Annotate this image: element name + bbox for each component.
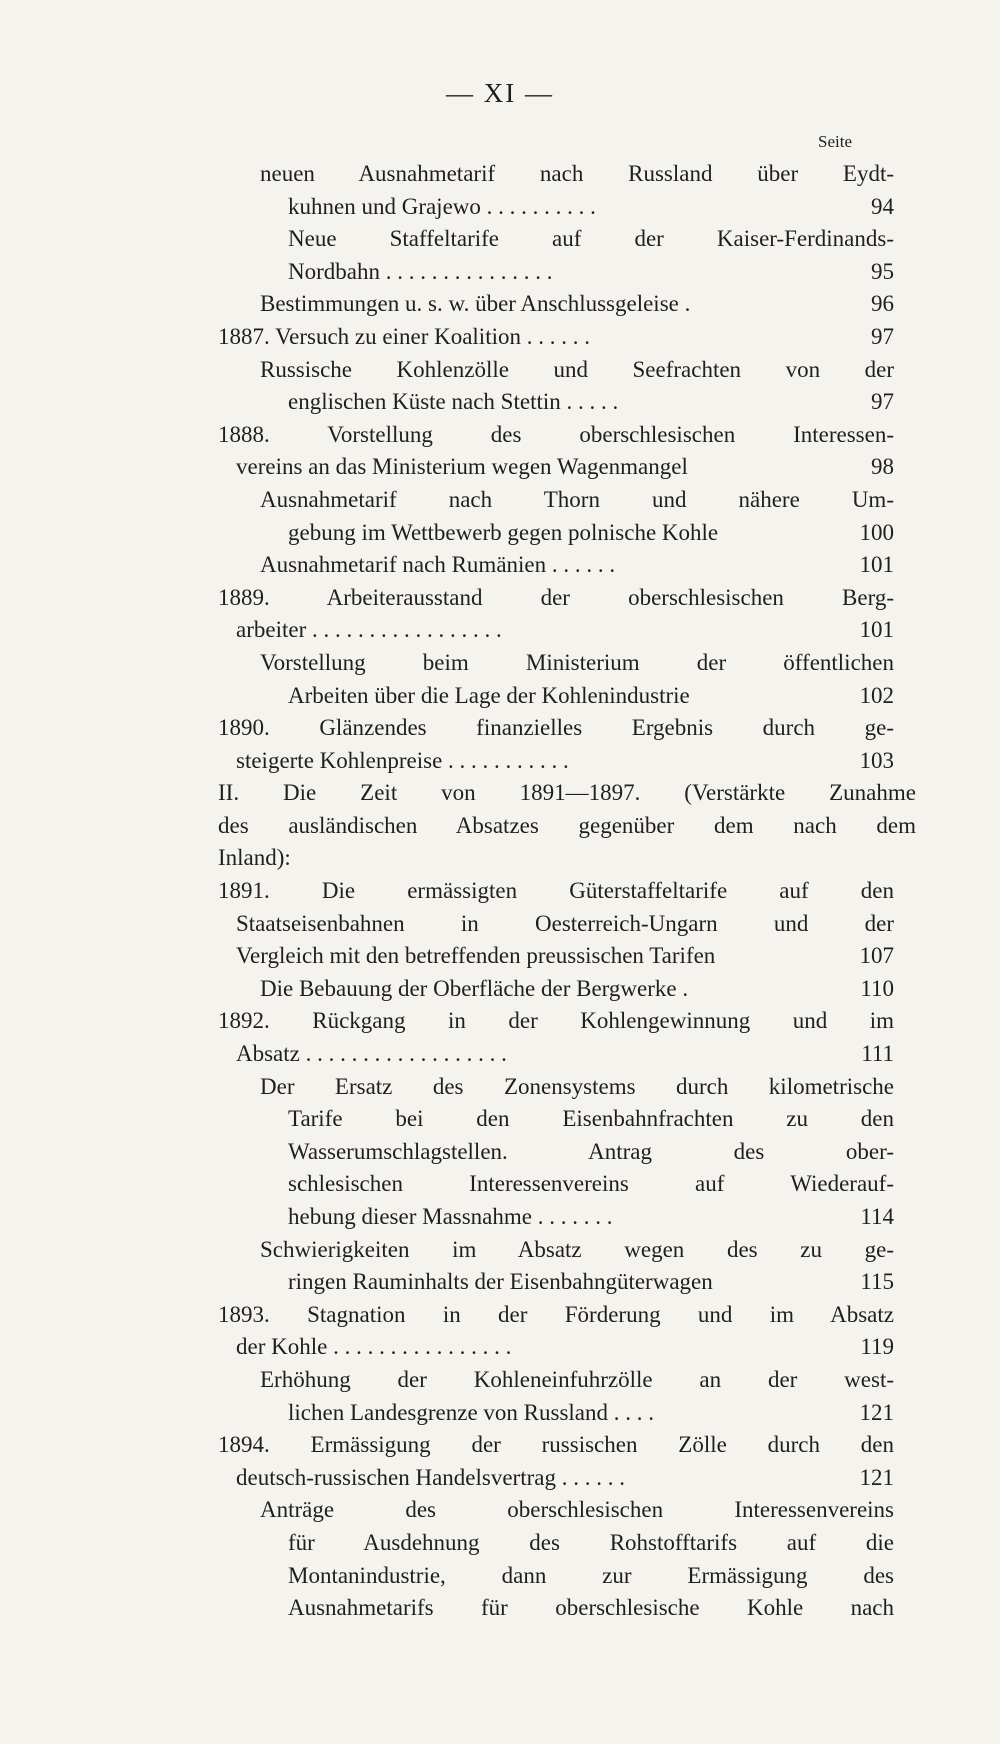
toc-line bbox=[218, 842, 894, 875]
toc-entry-text: Vorstellung beim Ministerium der öffentlichen bbox=[260, 649, 894, 675]
toc-line bbox=[218, 517, 894, 550]
toc-line bbox=[218, 777, 916, 810]
toc-entry-text: vereins an das Ministerium wegen Wagenmangel bbox=[236, 454, 688, 480]
toc-page-number: 100 bbox=[859, 519, 894, 545]
toc-line bbox=[218, 908, 894, 941]
toc-line bbox=[218, 191, 894, 224]
toc-line bbox=[218, 680, 894, 713]
toc-entry-text: Die Bebauung der Oberfläche der Bergwerke . bbox=[260, 975, 689, 1001]
toc-line bbox=[218, 386, 894, 419]
toc-line bbox=[218, 745, 894, 778]
toc-line bbox=[218, 614, 894, 647]
toc-entry-text: des ausländischen Absatzes gegenüber dem nach dem bbox=[218, 812, 916, 838]
toc-line bbox=[218, 1527, 894, 1560]
toc-entry-text: Ausnahmetarif nach Rumänien . . . . . . bbox=[260, 552, 616, 578]
table-of-contents bbox=[218, 158, 916, 1625]
toc-entry-text: neuen Ausnahmetarif nach Russland über Eydt- bbox=[260, 161, 894, 186]
toc-entry-text: 1888. Vorstellung des oberschlesischen Interessen- bbox=[218, 421, 894, 447]
toc-entry-text: 1893. Stagnation in der Förderung und im Absatz bbox=[218, 1301, 894, 1327]
toc-line bbox=[218, 1560, 894, 1593]
toc-line bbox=[218, 256, 894, 289]
toc-page-number: 101 bbox=[859, 552, 894, 578]
toc-page-number: 97 bbox=[871, 389, 894, 415]
toc-line bbox=[218, 1038, 894, 1071]
toc-line bbox=[218, 451, 894, 484]
toc-line bbox=[218, 647, 894, 680]
toc-entry-text: 1892. Rückgang in der Kohlengewinnung und im bbox=[218, 1008, 894, 1034]
toc-entry-text: Russische Kohlenzölle und Seefrachten von der bbox=[260, 356, 894, 382]
toc-line bbox=[218, 223, 894, 256]
toc-line bbox=[218, 158, 894, 191]
toc-line bbox=[218, 1103, 894, 1136]
toc-line bbox=[218, 1331, 894, 1364]
toc-line bbox=[218, 810, 916, 843]
toc-entry-text: Bestimmungen u. s. w. über Anschlussgeleise . bbox=[260, 291, 691, 317]
toc-line bbox=[218, 1299, 894, 1332]
toc-line bbox=[218, 484, 894, 517]
toc-line bbox=[218, 1005, 894, 1038]
toc-entry-text: gebung im Wettbewerb gegen polnische Kohle bbox=[288, 519, 719, 545]
toc-line bbox=[218, 354, 894, 387]
toc-line bbox=[218, 1494, 894, 1527]
toc-page-number: 119 bbox=[860, 1334, 894, 1360]
toc-line bbox=[218, 973, 894, 1006]
toc-page-number: 121 bbox=[859, 1399, 894, 1425]
toc-page-number: 96 bbox=[871, 291, 894, 317]
toc-entry-text: Vergleich mit den betreffenden preussischen Tarifen bbox=[236, 943, 716, 969]
toc-line bbox=[218, 940, 894, 973]
toc-page-number: 115 bbox=[860, 1269, 894, 1295]
toc-entry-text: steigerte Kohlenpreise . . . . . . . . . . . bbox=[236, 747, 569, 773]
toc-line bbox=[218, 1071, 894, 1104]
toc-entry-text: Absatz . . . . . . . . . . . . . . . . . . bbox=[236, 1041, 507, 1067]
toc-entry-text: Tarife bei den Eisenbahnfrachten zu den bbox=[288, 1106, 894, 1132]
toc-entry-text: ringen Rauminhalts der Eisenbahngüterwagen bbox=[288, 1269, 713, 1295]
toc-page-number: 98 bbox=[871, 454, 894, 480]
toc-line bbox=[218, 288, 894, 321]
toc-page-number: 111 bbox=[861, 1041, 894, 1067]
toc-entry-text: Arbeiten über die Lage der Kohlenindustrie bbox=[288, 682, 690, 708]
toc-entry-text: hebung dieser Massnahme . . . . . . . bbox=[288, 1204, 613, 1229]
toc-page-number: 95 bbox=[871, 258, 894, 284]
toc-line bbox=[218, 1397, 894, 1430]
toc-entry-text: kuhnen und Grajewo . . . . . . . . . . bbox=[288, 193, 596, 219]
toc-line bbox=[218, 321, 894, 354]
toc-line bbox=[218, 1168, 894, 1201]
toc-line bbox=[218, 1266, 894, 1299]
toc-entry-text: Erhöhung der Kohleneinfuhrzölle an der west- bbox=[260, 1366, 894, 1392]
toc-entry-text: Neue Staffeltarife auf der Kaiser-Ferdinands- bbox=[288, 226, 894, 252]
toc-entry-text: Staatseisenbahnen in Oesterreich-Ungarn und der bbox=[236, 910, 894, 936]
toc-entry-text: II. Die Zeit von 1891—1897. (Verstärkte Zunahme bbox=[218, 780, 916, 806]
toc-page-number: 102 bbox=[859, 682, 894, 708]
toc-entry-text: schlesischen Interessenvereins auf Wiederauf- bbox=[288, 1171, 894, 1197]
toc-line bbox=[218, 582, 894, 615]
toc-line bbox=[218, 1364, 894, 1397]
toc-entry-text: 1887. Versuch zu einer Koalition . . . . . . bbox=[218, 323, 590, 349]
toc-entry-text: Ausnahmetarifs für oberschlesische Kohle nach bbox=[288, 1595, 894, 1621]
toc-line bbox=[218, 419, 894, 452]
toc-entry-text: der Kohle . . . . . . . . . . . . . . . . bbox=[236, 1334, 512, 1360]
toc-page-number: 103 bbox=[859, 747, 894, 773]
page-column-label: Seite bbox=[818, 132, 852, 151]
toc-entry-text: 1891. Die ermässigten Güterstaffeltarife auf den bbox=[218, 878, 894, 904]
toc-line bbox=[218, 1429, 894, 1462]
toc-entry-text: Anträge des oberschlesischen Interessenvereins bbox=[260, 1497, 894, 1523]
toc-page-number: 97 bbox=[871, 323, 894, 349]
toc-page-number: 110 bbox=[860, 975, 894, 1001]
toc-page-number: 94 bbox=[871, 193, 894, 219]
toc-line bbox=[218, 549, 894, 582]
toc-entry-text: Nordbahn . . . . . . . . . . . . . . . bbox=[288, 258, 553, 284]
toc-entry-text: Montanindustrie, dann zur Ermässigung des bbox=[288, 1562, 894, 1588]
toc-entry-text: Der Ersatz des Zonensystems durch kilometrische bbox=[260, 1073, 894, 1099]
toc-page-number: 107 bbox=[859, 943, 894, 969]
toc-entry-text: deutsch-russischen Handelsvertrag . . . . . . bbox=[236, 1464, 625, 1490]
toc-entry-text: 1894. Ermässigung der russischen Zölle durch den bbox=[218, 1432, 894, 1458]
toc-line bbox=[218, 712, 894, 745]
toc-entry-text: arbeiter . . . . . . . . . . . . . . . . . bbox=[236, 617, 502, 643]
toc-entry-text: lichen Landesgrenze von Russland . . . . bbox=[288, 1399, 654, 1425]
toc-page-number: 101 bbox=[859, 617, 894, 643]
toc-entry-text: Inland): bbox=[218, 845, 291, 871]
toc-line bbox=[218, 1201, 894, 1234]
toc-entry-text: Wasserumschlagstellen. Antrag des ober- bbox=[288, 1138, 894, 1164]
page-header: — XI — bbox=[446, 78, 554, 108]
toc-page-number: 121 bbox=[859, 1464, 894, 1490]
toc-page-number: 114 bbox=[860, 1204, 894, 1229]
toc-entry-text: 1889. Arbeiterausstand der oberschlesischen Berg- bbox=[218, 584, 894, 610]
toc-entry-text: englischen Küste nach Stettin . . . . . bbox=[288, 389, 619, 415]
toc-line bbox=[218, 1592, 894, 1625]
toc-entry-text: Schwierigkeiten im Absatz wegen des zu ge- bbox=[260, 1236, 894, 1262]
toc-entry-text: Ausnahmetarif nach Thorn und nähere Um- bbox=[260, 486, 894, 512]
toc-entry-text: 1890. Glänzendes finanzielles Ergebnis durch ge- bbox=[218, 715, 894, 741]
toc-line bbox=[218, 1136, 894, 1169]
toc-line bbox=[218, 1462, 894, 1495]
toc-entry-text: für Ausdehnung des Rohstofftarifs auf die bbox=[288, 1529, 894, 1555]
toc-line bbox=[218, 875, 894, 908]
toc-line bbox=[218, 1234, 894, 1267]
